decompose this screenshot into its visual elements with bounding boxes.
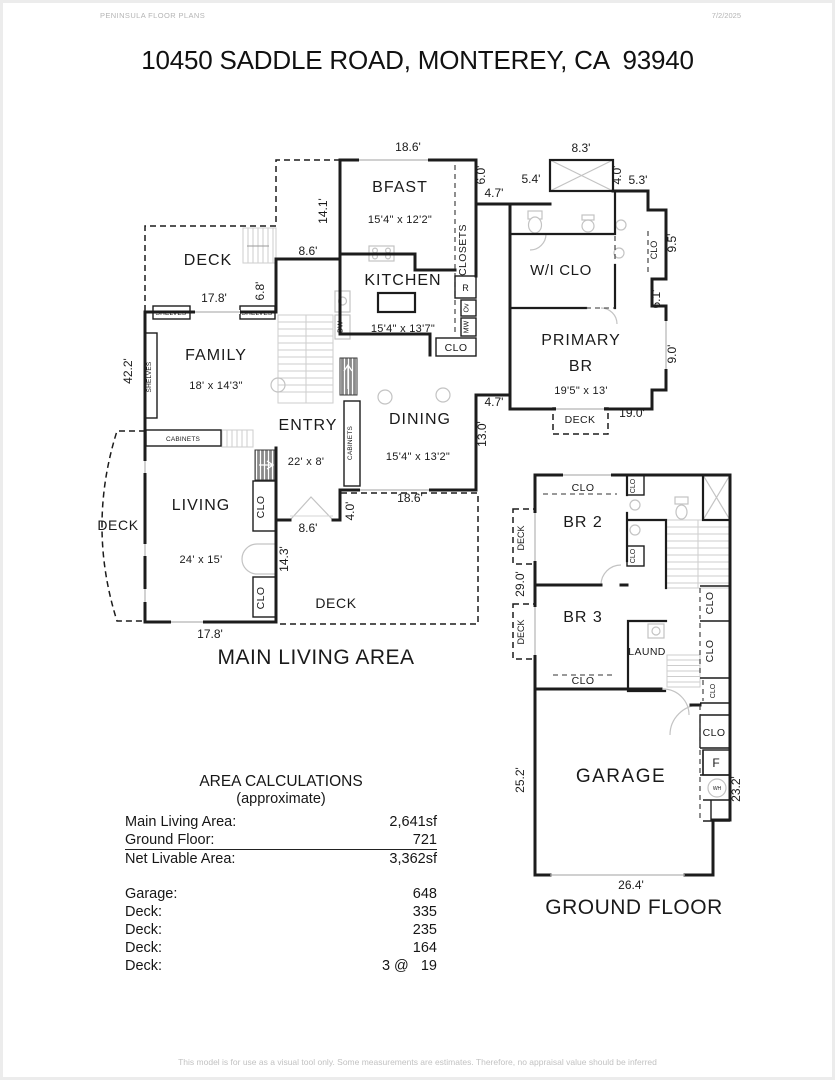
deck-label: DECK bbox=[564, 414, 596, 426]
date-text: 7/2/2025 bbox=[711, 11, 741, 20]
clo-label: CLO bbox=[704, 639, 716, 663]
furnace-icon: F bbox=[712, 756, 720, 770]
closets-label: CLOSETS bbox=[457, 224, 469, 276]
deck-stairs bbox=[243, 228, 276, 263]
dim-label: 17.8' bbox=[197, 627, 223, 641]
room-label-living: LIVING bbox=[171, 497, 231, 514]
clo-label: CLO bbox=[702, 727, 726, 739]
brand-text: PENINSULA FLOOR PLANS bbox=[100, 11, 206, 20]
clo-label: CLO bbox=[649, 240, 659, 260]
main-floor-plan bbox=[97, 140, 679, 669]
entry-stairs bbox=[278, 315, 333, 403]
area-row-value: 3,362sf bbox=[389, 851, 437, 867]
clo-label: CLO bbox=[710, 683, 717, 699]
area-row-value: 3 @ 19 bbox=[381, 958, 437, 974]
room-size-bfast: 15'4" x 12'2" bbox=[367, 214, 433, 226]
area-row-value: 721 bbox=[412, 832, 437, 848]
dim-label: 8.3' bbox=[571, 141, 591, 155]
area-row-label: Main Living Area: bbox=[125, 814, 237, 830]
room-label-bfast: BFAST bbox=[372, 179, 428, 196]
dim-label: 19.0' bbox=[619, 406, 645, 420]
area-row-deck-4 bbox=[125, 957, 437, 975]
clo-label: CLO bbox=[704, 591, 716, 615]
area-calc-subtitle: (approximate) bbox=[236, 791, 326, 807]
clo-label: CLO bbox=[571, 482, 595, 494]
ground-floor-windows bbox=[535, 475, 611, 655]
room-size-family: 18' x 14'3" bbox=[189, 380, 243, 392]
fireplace-icon bbox=[242, 544, 275, 574]
dim-label: 4.0' bbox=[343, 501, 357, 521]
ground-floor-title: GROUND FLOOR bbox=[545, 896, 723, 919]
dim-label: 26.4' bbox=[618, 878, 644, 892]
area-row-label: Net Livable Area: bbox=[125, 851, 236, 867]
gf-bath-fixtures bbox=[630, 475, 730, 535]
dim-label: 6.0' bbox=[474, 165, 488, 185]
room-label-primary-2: BR bbox=[568, 358, 594, 375]
dim-label: 9.0' bbox=[665, 344, 679, 364]
area-calculations bbox=[125, 773, 437, 975]
dim-label: 6.1' bbox=[649, 289, 663, 309]
dim-label: 5.4' bbox=[521, 172, 541, 186]
area-row-value: 164 bbox=[412, 940, 437, 956]
dim-label: 4.0' bbox=[610, 165, 624, 185]
fridge-icon: R bbox=[462, 283, 469, 293]
area-calc-title: AREA CALCULATIONS bbox=[199, 773, 363, 790]
microwave-icon: MW bbox=[463, 320, 471, 334]
room-label-primary: PRIMARY bbox=[541, 332, 621, 349]
disclaimer-text: This model is for use as a visual tool only. Some measurements are estimates. Therefore, no appraisal value should be inferred bbox=[178, 1057, 657, 1067]
area-row-net-livable bbox=[125, 850, 437, 868]
dim-label: 9.5' bbox=[665, 233, 679, 253]
deck-label: DECK bbox=[516, 525, 526, 551]
cabinets-label: CABINETS bbox=[165, 436, 201, 443]
area-row-deck-1 bbox=[125, 903, 437, 921]
clo-label: CLO bbox=[630, 478, 637, 494]
room-label-kitchen: KITCHEN bbox=[364, 272, 442, 289]
room-size-entry: 22' x 8' bbox=[287, 456, 325, 468]
dim-label: 25.2' bbox=[513, 767, 527, 793]
area-row-label: Garage: bbox=[125, 886, 178, 902]
dim-label: 8.6' bbox=[298, 521, 318, 535]
area-row-main-living bbox=[125, 813, 437, 831]
main-floor-labels bbox=[97, 140, 679, 669]
shelves-label: SHELVES bbox=[146, 361, 153, 393]
gf-stairs bbox=[666, 520, 730, 687]
page-title: 10450 SADDLE ROAD, MONTEREY, CA 93940 bbox=[141, 45, 694, 75]
room-size-primary: 19'5" x 13' bbox=[554, 385, 608, 397]
room-size-living: 24' x 15' bbox=[179, 554, 223, 566]
dim-label: 8.6' bbox=[298, 244, 318, 258]
room-label-br3: BR 3 bbox=[563, 609, 603, 626]
dim-label: 23.2' bbox=[729, 776, 743, 802]
room-label-laundry: LAUND bbox=[628, 646, 666, 658]
oven-icon: Ov bbox=[463, 303, 471, 313]
room-label-entry: ENTRY bbox=[278, 417, 338, 434]
clo-label: CLO bbox=[255, 586, 267, 610]
water-heater-icon: WH bbox=[712, 786, 722, 792]
room-label-deck-left: DECK bbox=[97, 517, 139, 533]
shelves-label: SHELVES bbox=[241, 310, 273, 317]
dim-label: 4.7' bbox=[484, 395, 504, 409]
ground-floor-plan bbox=[513, 475, 743, 919]
room-label-deck-bottom: DECK bbox=[315, 595, 357, 611]
room-size-kitchen: 15'4" x 13'7" bbox=[370, 323, 436, 335]
dim-label: 4.7' bbox=[484, 186, 504, 200]
area-row-label: Ground Floor: bbox=[125, 832, 215, 848]
dim-label: 5.3' bbox=[628, 173, 648, 187]
area-row-deck-3 bbox=[125, 939, 437, 957]
cabinets-label: CABINETS bbox=[347, 425, 354, 461]
room-label-garage: GARAGE bbox=[575, 766, 667, 787]
area-row-deck-2 bbox=[125, 921, 437, 939]
clo-label: CLO bbox=[571, 675, 595, 687]
area-row-value: 648 bbox=[412, 886, 437, 902]
dim-label: 6.8' bbox=[253, 281, 267, 301]
room-label-wiclo: W/I CLO bbox=[530, 262, 592, 279]
area-row-garage bbox=[125, 885, 437, 903]
area-row-ground-floor bbox=[125, 831, 437, 850]
clo-label: CLO bbox=[630, 548, 637, 564]
dishwasher-icon: DW bbox=[337, 321, 345, 333]
dim-label: 14.3' bbox=[277, 546, 291, 572]
dim-label: 42.2' bbox=[121, 358, 135, 384]
area-row-value: 2,641sf bbox=[389, 814, 437, 830]
room-label-dining: DINING bbox=[389, 411, 451, 428]
room-size-dining: 15'4" x 13'2" bbox=[385, 451, 451, 463]
area-row-value: 235 bbox=[412, 922, 437, 938]
room-label-br2: BR 2 bbox=[563, 514, 603, 531]
shelves-label: SHELVES bbox=[155, 310, 187, 317]
area-row-label: Deck: bbox=[125, 940, 163, 956]
clo-label: CLO bbox=[444, 342, 468, 354]
washer-icon bbox=[648, 624, 664, 638]
dim-label: 13.0' bbox=[475, 421, 489, 447]
dim-label: 18.6' bbox=[397, 491, 423, 505]
area-row-label: Deck: bbox=[125, 958, 163, 974]
deck-label: DECK bbox=[516, 619, 526, 645]
clo-label: CLO bbox=[255, 495, 267, 519]
cabinet-stairs bbox=[222, 430, 253, 447]
area-row-label: Deck: bbox=[125, 922, 163, 938]
ceiling-lights bbox=[271, 378, 450, 404]
dim-label: 14.1' bbox=[316, 198, 330, 224]
room-label-deck-top: DECK bbox=[183, 252, 233, 269]
main-floor-title: MAIN LIVING AREA bbox=[217, 646, 415, 669]
french-door-icon bbox=[290, 497, 333, 519]
area-row-value: 335 bbox=[412, 904, 437, 920]
dim-label: 17.8' bbox=[201, 291, 227, 305]
area-row-label: Deck: bbox=[125, 904, 163, 920]
room-label-family: FAMILY bbox=[185, 347, 247, 364]
dim-label: 29.0' bbox=[513, 571, 527, 597]
dim-label: 18.6' bbox=[395, 140, 421, 154]
